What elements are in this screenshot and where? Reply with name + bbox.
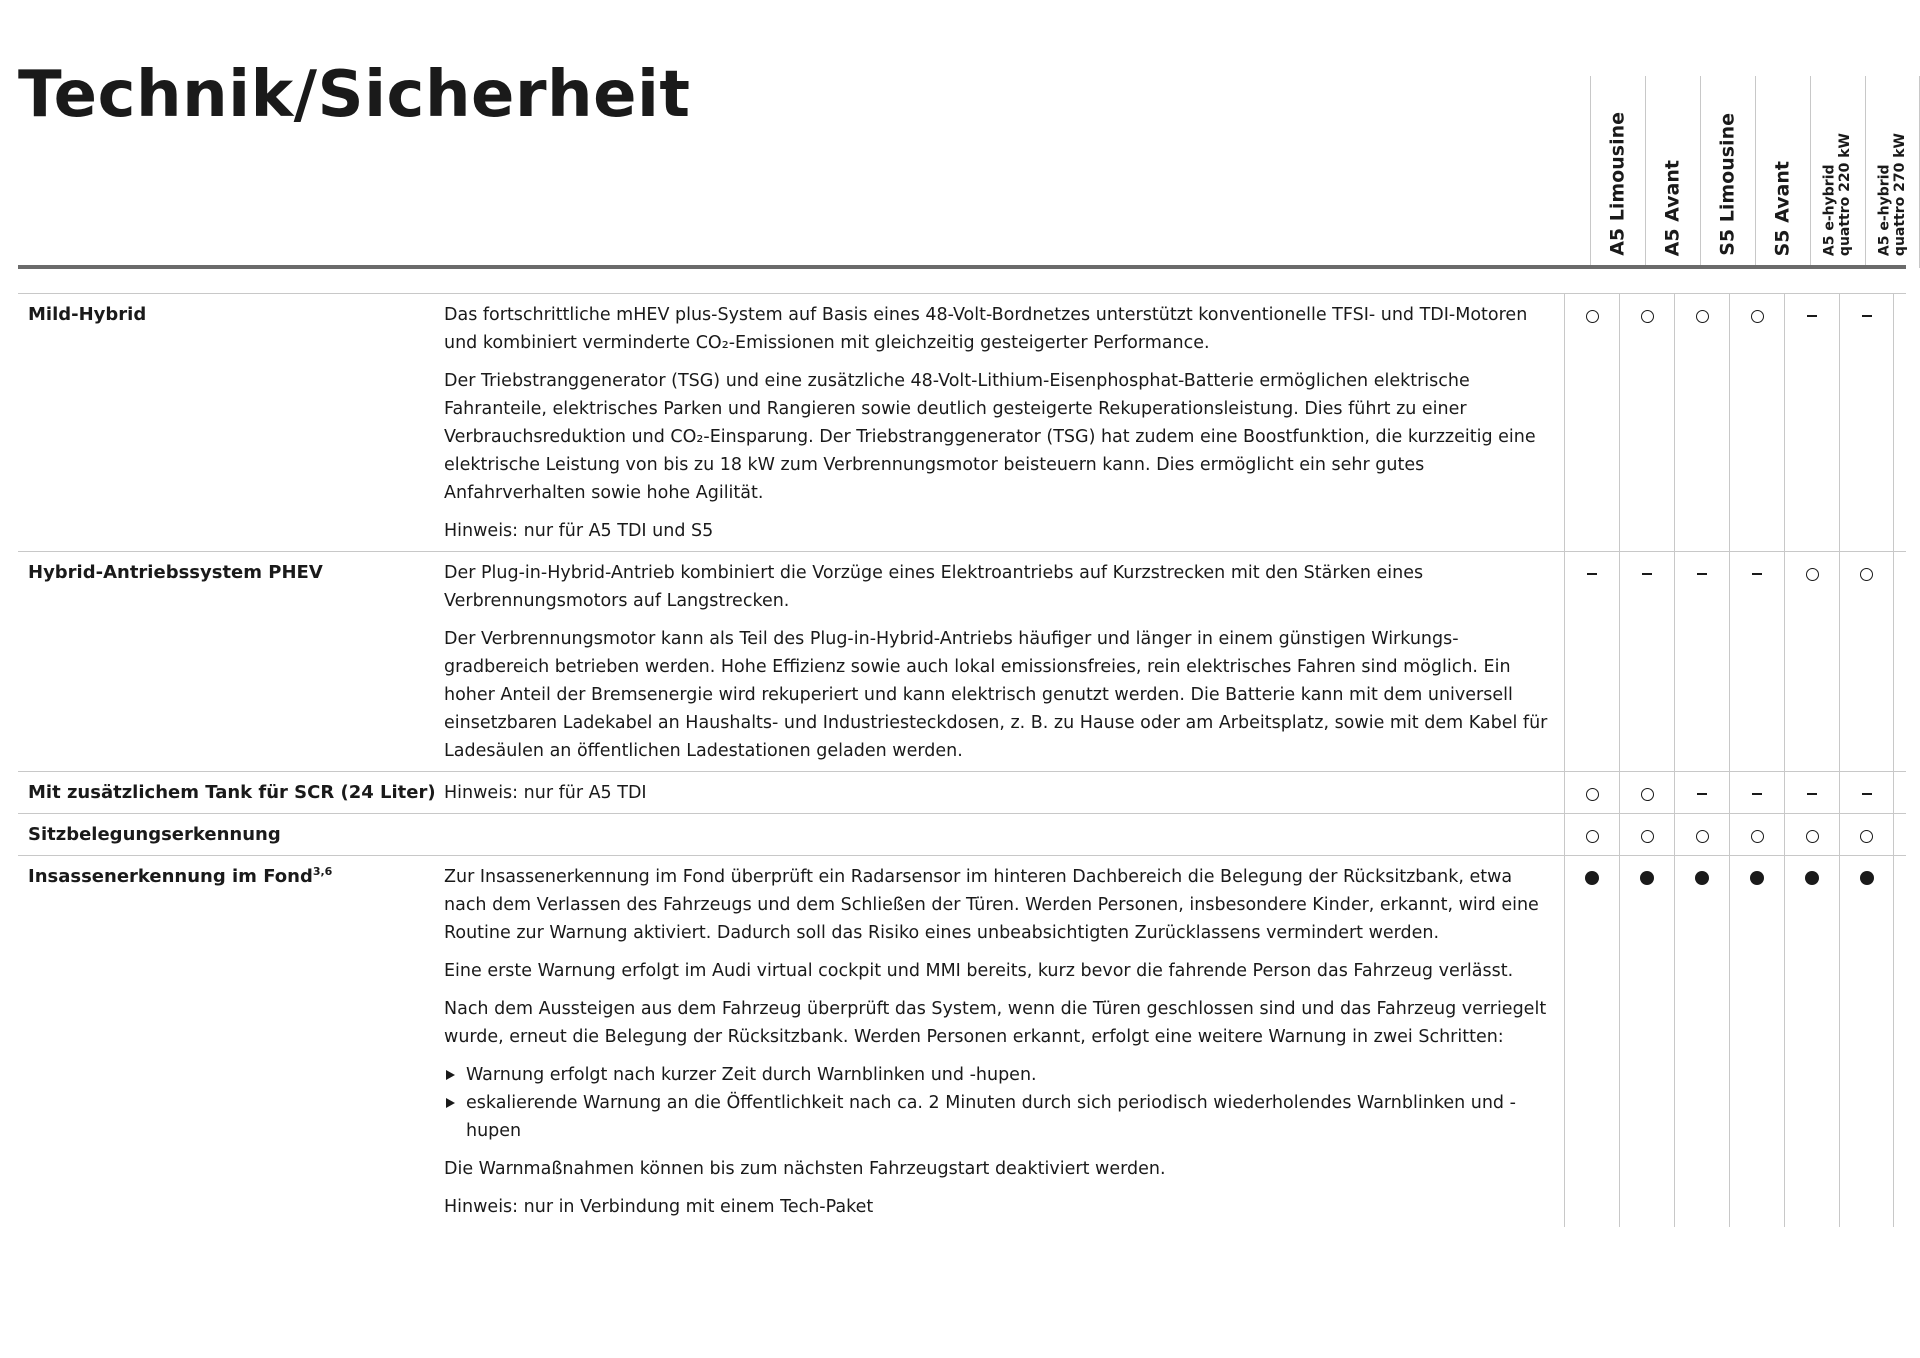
availability-cell [1674,552,1729,771]
availability-cell [1839,856,1894,1227]
header-divider [18,265,1906,269]
availability-cell [1729,772,1784,813]
footnote-ref: 3,6 [312,865,333,878]
availability-cell [1564,814,1619,855]
availability-cell [1674,294,1729,551]
availability-cell [1729,294,1784,551]
column-header-label: S5 Limousine [1716,113,1739,256]
feature-description [444,294,1564,551]
standard-dot-icon [1805,871,1819,885]
feature-name [18,814,444,855]
column-header-label: A5 Avant [1661,159,1684,256]
feature-description [444,814,1564,855]
feature-label: Sitzbelegungserkennung [28,824,281,845]
availability-cell [1784,856,1839,1227]
feature-label: Mit zusätzlichem Tank für SCR (24 Liter) [28,782,436,803]
feature-description [444,552,1564,771]
feature-name [18,772,444,813]
unavailable-dash-icon [1752,793,1762,795]
column-header-label: S5 Avant [1771,160,1794,256]
optional-circle-icon [1860,568,1873,581]
availability-cell [1839,294,1894,551]
standard-dot-icon [1695,871,1709,885]
table-row [18,772,1906,814]
feature-description [444,856,1564,1227]
availability-cell [1619,294,1674,551]
column-header-5 [1810,76,1865,268]
availability-cell [1674,772,1729,813]
description-paragraph: Zur Insassenerkennung im Fond überprüft ein Radarsensor im hinteren Dachbereich die Belegung der Rücksitzbank, etwa nach dem Verlassen des Fahrzeugs und dem Schließen der Türen. Werden Personen, insbesondere Kinder, erkannt, wird eine Routine zur Warnung aktiviert. Dadurch soll das Risiko eines unbeabsichtigten Zurücklassens vermindert werden. [444,867,1539,943]
optional-circle-icon [1696,830,1709,843]
standard-dot-icon [1640,871,1654,885]
description-paragraph: Das fortschrittliche mHEV plus-System auf Basis eines 48-Volt-Bordnetzes unterstützt konventionelle TFSI- und TDI-Motoren und kombiniert verminderte CO₂-Emissionen mit gleichzeitig gesteigerter Performance. [444,305,1528,353]
availability-cell [1729,856,1784,1227]
column-header-label: A5 e-hybrid quattro 220 kW [1821,132,1853,256]
column-header-2 [1645,76,1700,268]
feature-label: Hybrid-Antriebssystem PHEV [28,562,323,583]
availability-cell [1564,552,1619,771]
column-header-6 [1865,76,1920,268]
availability-cell [1839,772,1894,813]
unavailable-dash-icon [1862,793,1872,795]
availability-marks [1564,814,1894,855]
page-title: Technik/Sicherheit [18,58,691,132]
standard-dot-icon [1585,871,1599,885]
description-paragraph: Nach dem Aussteigen aus dem Fahrzeug überprüft das System, wenn die Türen geschlossen sind und das Fahrzeug verriegelt wurde, erneut die Belegung der Rücksitzbank. Werden Personen erkannt, erfolgt eine weitere Warnung in zwei Schritten: [444,999,1547,1047]
description-paragraph: Eine erste Warnung erfolgt im Audi virtual cockpit und MMI bereits, kurz bevor die fahrende Person das Fahrzeug verlässt. [444,961,1514,981]
unavailable-dash-icon [1697,793,1707,795]
optional-circle-icon [1641,310,1654,323]
table-row [18,552,1906,772]
optional-circle-icon [1860,830,1873,843]
standard-dot-icon [1750,871,1764,885]
standard-dot-icon [1860,871,1874,885]
optional-circle-icon [1806,830,1819,843]
column-header-4 [1755,76,1810,268]
unavailable-dash-icon [1697,573,1707,575]
bullet-list [444,1061,1550,1145]
description-paragraph: Der Triebstranggenerator (TSG) und eine zusätzliche 48-Volt-Lithium-Eisenphosphat-Batterie ermöglichen elektrische Fahranteile, elektrisches Parken und Rangieren sowie deutlich gesteigerte Rekuperationsleistung. Dies führt zu einer Verbrauchsreduktion und CO₂-Einsparung. Der Triebstranggenerator (TSG) hat zudem eine Boostfunktion, die kurzzeitig eine elektrische Leistung von bis zu 18 kW zum Verbrennungsmotor beisteuern kann. Dies ermöglicht ein sehr gutes Anfahrverhalten sowie hohe Agilität. [444,371,1536,503]
availability-cell [1839,814,1894,855]
availability-marks [1564,552,1894,771]
list-item: Warnung erfolgt nach kurzer Zeit durch Warnblinken und -hupen. [444,1061,1550,1089]
availability-cell [1564,772,1619,813]
unavailable-dash-icon [1807,793,1817,795]
description-paragraph: Hinweis: nur für A5 TDI und S5 [444,521,714,541]
availability-cell [1839,552,1894,771]
feature-label: Insassenerkennung im Fond [28,866,313,887]
feature-name [18,552,444,771]
optional-circle-icon [1641,788,1654,801]
unavailable-dash-icon [1752,573,1762,575]
column-header-label: A5 e-hybrid quattro 270 kW [1875,132,1908,256]
availability-cell [1619,856,1674,1227]
feature-table [18,293,1906,1227]
availability-cell [1729,814,1784,855]
optional-circle-icon [1806,568,1819,581]
optional-circle-icon [1586,310,1599,323]
unavailable-dash-icon [1862,315,1872,317]
availability-cell [1674,814,1729,855]
column-header-label: A5 Limousine [1606,112,1629,256]
availability-cell [1619,814,1674,855]
list-item: eskalierende Warnung an die Öffentlichkeit nach ca. 2 Minuten durch sich periodisch wiederholendes Warnblinken und -hupen [444,1089,1550,1145]
column-header-1 [1590,76,1645,268]
table-row [18,856,1906,1227]
availability-cell [1564,856,1619,1227]
availability-cell [1619,772,1674,813]
optional-circle-icon [1641,830,1654,843]
column-header-3 [1700,76,1755,268]
availability-marks [1564,856,1894,1227]
feature-name [18,856,444,1227]
feature-name [18,294,444,551]
description-paragraph: Hinweis: nur für A5 TDI [444,783,647,803]
availability-marks [1564,294,1894,551]
unavailable-dash-icon [1587,573,1597,575]
availability-cell [1784,772,1839,813]
optional-circle-icon [1696,310,1709,323]
unavailable-dash-icon [1807,315,1817,317]
availability-cell [1784,294,1839,551]
availability-cell [1784,814,1839,855]
availability-cell [1784,552,1839,771]
table-row [18,814,1906,856]
feature-description [444,772,1564,813]
unavailable-dash-icon [1642,573,1652,575]
description-paragraph: Der Plug-in-Hybrid-Antrieb kombiniert die Vorzüge eines Elektroantriebs auf Kurzstrecken mit den Stärken eines Verbrennungsmotors auf Langstrecken. [444,563,1424,611]
availability-cell [1674,856,1729,1227]
feature-label: Mild-Hybrid [28,304,147,325]
availability-cell [1564,294,1619,551]
optional-circle-icon [1751,310,1764,323]
optional-circle-icon [1586,788,1599,801]
description-paragraph: Der Verbrennungsmotor kann als Teil des Plug-in-Hybrid-Antriebs häufiger und länger in einem günstigen Wirkungs-gradbereich betrieben werden. Hohe Effizienz sowie auch lokal emissionsfreies, rein elektrisches Fahren sind möglich. Ein hoher Anteil der Bremsenergie wird rekuperiert und kann elektrisch genutzt werden. Die Batterie kann mit dem universell einsetzbaren Ladekabel an Haushalts- und Industriesteckdosen, z. B. zu Hause oder am Arbeitsplatz, sowie mit dem Kabel für Ladesäulen an öffentlichen Ladestationen geladen werden. [444,629,1548,761]
description-paragraph: Hinweis: nur in Verbindung mit einem Tech-Paket [444,1197,874,1217]
optional-circle-icon [1586,830,1599,843]
availability-marks [1564,772,1894,813]
availability-cell [1729,552,1784,771]
optional-circle-icon [1751,830,1764,843]
table-row [18,294,1906,552]
description-paragraph: Die Warnmaßnahmen können bis zum nächsten Fahrzeugstart deaktiviert werden. [444,1159,1166,1179]
availability-cell [1619,552,1674,771]
